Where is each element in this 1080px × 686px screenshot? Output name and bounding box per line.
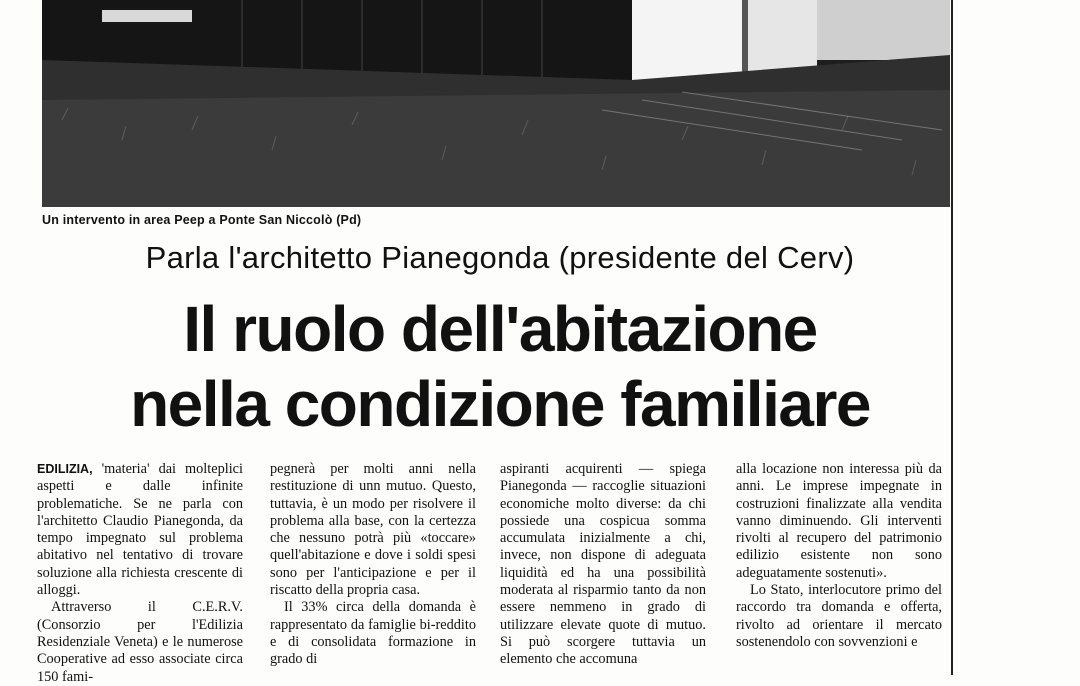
paragraph: Lo Stato, interlocutore primo del raccordo tra domanda e offerta, rivolto ad orientare il mercato sostenendolo con sovvenzioni e — [736, 582, 942, 650]
article-column-3 — [500, 461, 706, 669]
headline-line-2: nella condizione familiare — [130, 368, 870, 440]
paragraph: Il 33% circa della domanda è rappresentato da famiglie bi-reddito e di consolidata formazione in grado di — [270, 599, 476, 668]
paragraph: alla locazione non interessa più da anni. Le imprese impegnate in costruzioni finalizzate alla vendita vanno diminuendo. Gli interventi rivolti al recupero del patrimonio edilizio esistente non sono adeguatamente sostenuti». — [736, 461, 942, 581]
building-photo-icon — [42, 0, 950, 207]
article-column-2 — [270, 461, 476, 669]
headline-line-1: Il ruolo dell'abitazione — [183, 293, 817, 365]
article-photo — [42, 0, 950, 207]
kicker-subtitle: Parla l'architetto Pianegonda (presidente del Cerv) — [145, 240, 855, 275]
paragraph: aspiranti acquirenti — spiega Pianegonda — raccoglie situazioni economiche molto diverse: da chi possiede una cospicua somma accumulata inizialmente a chi, invece, non dispone di adeguata liquidità ed ha una possibilità moderata al risparmio tanto da non essere nemmeno in grado di utilizzare elevate quote di mutuo. Si può scorgere tuttavia un elemento che accomuna — [500, 461, 706, 668]
article-column-1 — [37, 461, 243, 686]
paragraph: Attraverso il C.E.R.V. (Consorzio per l'Edilizia Residenziale Veneta) e le numerose Cooperative ad esso associate circa 150 fami- — [37, 599, 243, 685]
photo-caption: Un intervento in area Peep a Ponte San Niccolò (Pd) — [42, 213, 362, 227]
lead-word: EDILIZIA, — [37, 462, 93, 476]
paragraph — [37, 461, 243, 599]
article-column-4 — [736, 461, 942, 651]
paragraph: pegnerà per molti anni nella restituzione di unn mutuo. Questo, tuttavia, è un modo per risolvere il problema alla base, con la certezza che nessuno potrà più «toccare» quell'abitazione e dove i soldi spesi sono per l'anticipazione e per il riscatto della propria casa. — [270, 461, 476, 599]
paragraph-text: 'materia' dai molteplici aspetti e dalle infinite problematiche. Se ne parla con l'architetto Claudio Pianegonda, da tempo impegnato sul problema abitativo nel tentativo di trovare soluzione alla richiesta crescente di alloggi. — [37, 461, 243, 599]
